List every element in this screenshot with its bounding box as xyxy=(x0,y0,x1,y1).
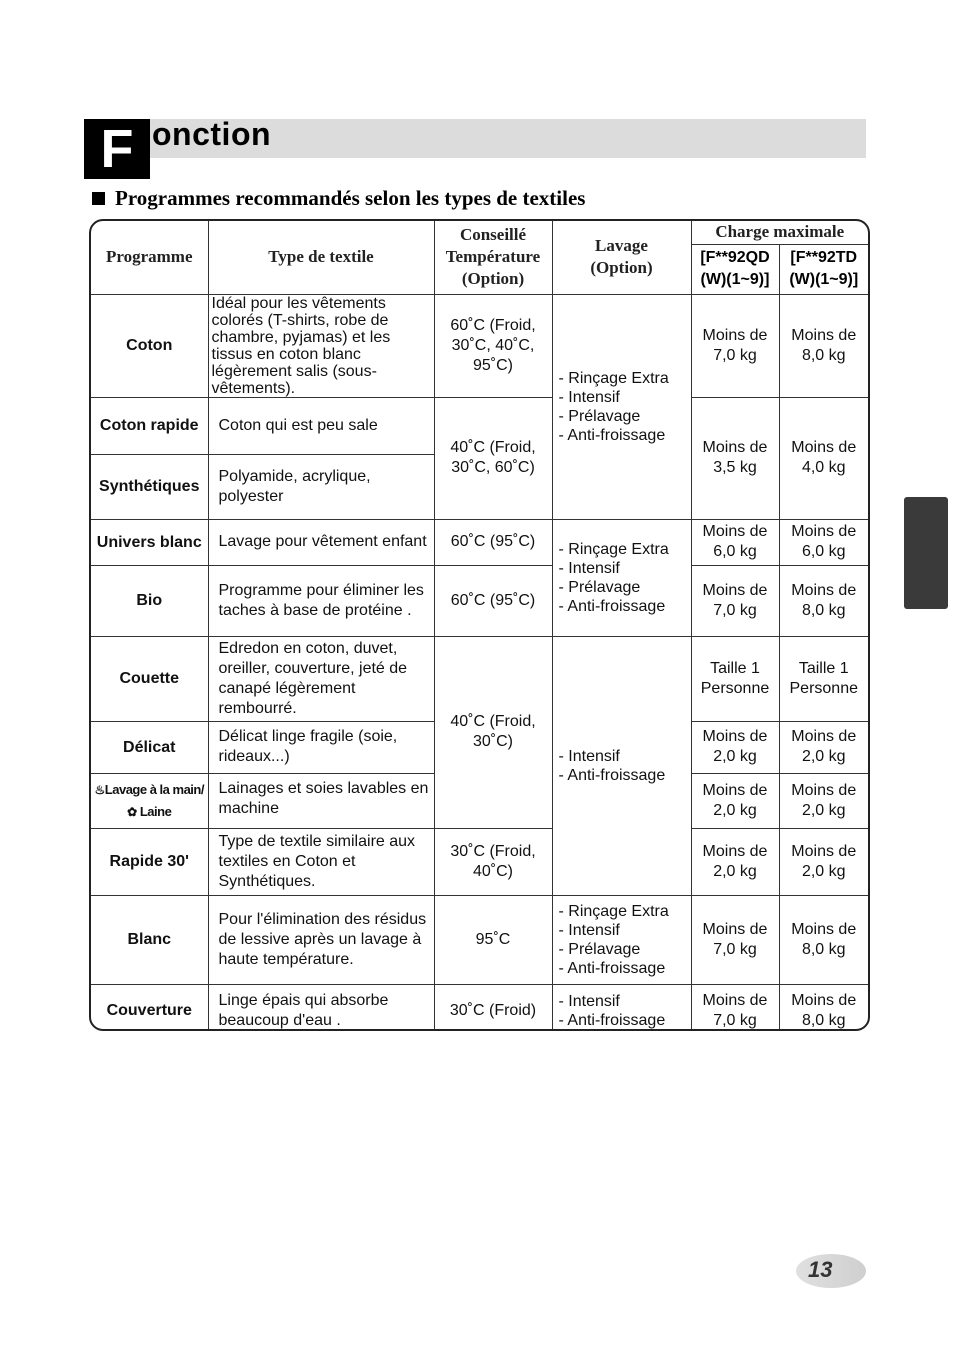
charge-cell: Moins de 2,0 kg xyxy=(691,721,779,773)
textile-cell: Type de textile similaire aux textiles en Coton et Synthétiques. xyxy=(208,828,434,895)
programme-cell: Coton rapide xyxy=(91,397,208,454)
charge-cell: Moins de 6,0 kg xyxy=(691,519,779,565)
charge-cell: Moins de 8,0 kg xyxy=(779,984,868,1031)
textile-cell: Linge épais qui absorbe beaucoup d'eau . xyxy=(208,984,434,1031)
lavage-options-cell: - Intensif - Anti-froissage xyxy=(552,636,691,895)
charge-cell: Moins de 2,0 kg xyxy=(691,828,779,895)
table-row xyxy=(91,519,868,565)
charge-cell: Moins de 7,0 kg xyxy=(691,294,779,397)
programme-cell: Bio xyxy=(91,565,208,636)
programme-cell: Rapide 30' xyxy=(91,828,208,895)
charge-cell: Moins de 7,0 kg xyxy=(691,565,779,636)
header-type-textile: Type de textile xyxy=(208,221,434,294)
header-programme: Programme xyxy=(91,221,208,294)
charge-cell: Moins de 6,0 kg xyxy=(779,519,868,565)
temperature-cell: 30˚C (Froid) xyxy=(434,984,552,1031)
charge-cell: Moins de 8,0 kg xyxy=(779,895,868,984)
table-row xyxy=(91,636,868,721)
charge-cell: Moins de 8,0 kg xyxy=(779,565,868,636)
title-initial-letter: F xyxy=(84,119,150,179)
temperature-cell: 40˚C (Froid, 30˚C, 60˚C) xyxy=(434,397,552,519)
programmes-table xyxy=(89,219,870,1031)
section-heading xyxy=(92,186,585,211)
lavage-options-cell: - Rinçage Extra - Intensif - Prélavage - Anti-froissage xyxy=(552,519,691,636)
temperature-cell: 60˚C (Froid, 30˚C, 40˚C, 95˚C) xyxy=(434,294,552,397)
textile-cell: Délicat linge fragile (soie, rideaux...) xyxy=(208,721,434,773)
table-row xyxy=(91,828,868,895)
header-charge-maximale: Charge maximale xyxy=(691,221,868,244)
header-model-92td: [F**92TD (W)(1~9)] xyxy=(779,244,868,294)
programme-cell: Blanc xyxy=(91,895,208,984)
programme-cell: Univers blanc xyxy=(91,519,208,565)
programme-cell: Délicat xyxy=(91,721,208,773)
charge-cell: Moins de 2,0 kg xyxy=(779,773,868,828)
square-bullet-icon xyxy=(92,192,105,205)
table-row xyxy=(91,895,868,984)
wool-icon: ✿ xyxy=(127,804,137,819)
table-row xyxy=(91,984,868,1031)
textile-cell: Pour l'élimination des résidus de lessive après un lavage à haute température. xyxy=(208,895,434,984)
header-model-92qd: [F**92QD (W)(1~9)] xyxy=(691,244,779,294)
charge-cell: Moins de 7,0 kg xyxy=(691,984,779,1031)
lavage-options-cell: - Rinçage Extra - Intensif - Prélavage - Anti-froissage xyxy=(552,895,691,984)
header-temperature: Conseillé Température (Option) xyxy=(434,221,552,294)
charge-cell: Taille 1 Personne xyxy=(691,636,779,721)
page-title: onction xyxy=(152,116,272,152)
table-row xyxy=(91,565,868,636)
table-row xyxy=(91,294,868,397)
programme-cell: Couverture xyxy=(91,984,208,1031)
programme-cell: Couette xyxy=(91,636,208,721)
table-row xyxy=(91,397,868,454)
temperature-cell: 30˚C (Froid, 40˚C) xyxy=(434,828,552,895)
programme-cell: Coton xyxy=(91,294,208,397)
lavage-options-cell: - Rinçage Extra - Intensif - Prélavage - Anti-froissage xyxy=(552,294,691,519)
textile-cell: Polyamide, acrylique, polyester xyxy=(208,454,434,519)
header-lavage: Lavage (Option) xyxy=(552,221,691,294)
textile-cell: Idéal pour les vêtements colorés (T-shirts, robe de chambre, pyjamas) et les tissus en coton blanc légèrement salis (sous-vêtements). xyxy=(208,294,434,397)
handwash-icon: ♨ xyxy=(94,782,105,797)
charge-cell: Moins de 2,0 kg xyxy=(779,828,868,895)
temperature-cell: 60˚C (95˚C) xyxy=(434,565,552,636)
textile-cell: Programme pour éliminer les taches à base de protéine . xyxy=(208,565,434,636)
temperature-cell: 95˚C xyxy=(434,895,552,984)
charge-cell: Moins de 4,0 kg xyxy=(779,397,868,519)
lavage-options-cell: - Intensif - Anti-froissage xyxy=(552,984,691,1031)
charge-cell: Moins de 7,0 kg xyxy=(691,895,779,984)
programme-cell: ♨Lavage à la main/ ✿ Laine xyxy=(91,773,208,828)
textile-cell: Lainages et soies lavables en machine xyxy=(208,773,434,828)
textile-cell: Coton qui est peu sale xyxy=(208,397,434,454)
chapter-side-tab xyxy=(904,497,948,609)
charge-cell: Moins de 2,0 kg xyxy=(779,721,868,773)
programme-cell: Synthétiques xyxy=(91,454,208,519)
page-number: 13 xyxy=(808,1257,833,1282)
textile-cell: Lavage pour vêtement enfant xyxy=(208,519,434,565)
charge-cell: Moins de 2,0 kg xyxy=(691,773,779,828)
temperature-cell: 40˚C (Froid, 30˚C) xyxy=(434,636,552,828)
textile-cell: Edredon en coton, duvet, oreiller, couverture, jeté de canapé légèrement rembourré. xyxy=(208,636,434,721)
charge-cell: Moins de 3,5 kg xyxy=(691,397,779,519)
charge-cell: Taille 1 Personne xyxy=(779,636,868,721)
temperature-cell: 60˚C (95˚C) xyxy=(434,519,552,565)
charge-cell: Moins de 8,0 kg xyxy=(779,294,868,397)
section-heading-text: Programmes recommandés selon les types de textiles xyxy=(115,186,586,210)
